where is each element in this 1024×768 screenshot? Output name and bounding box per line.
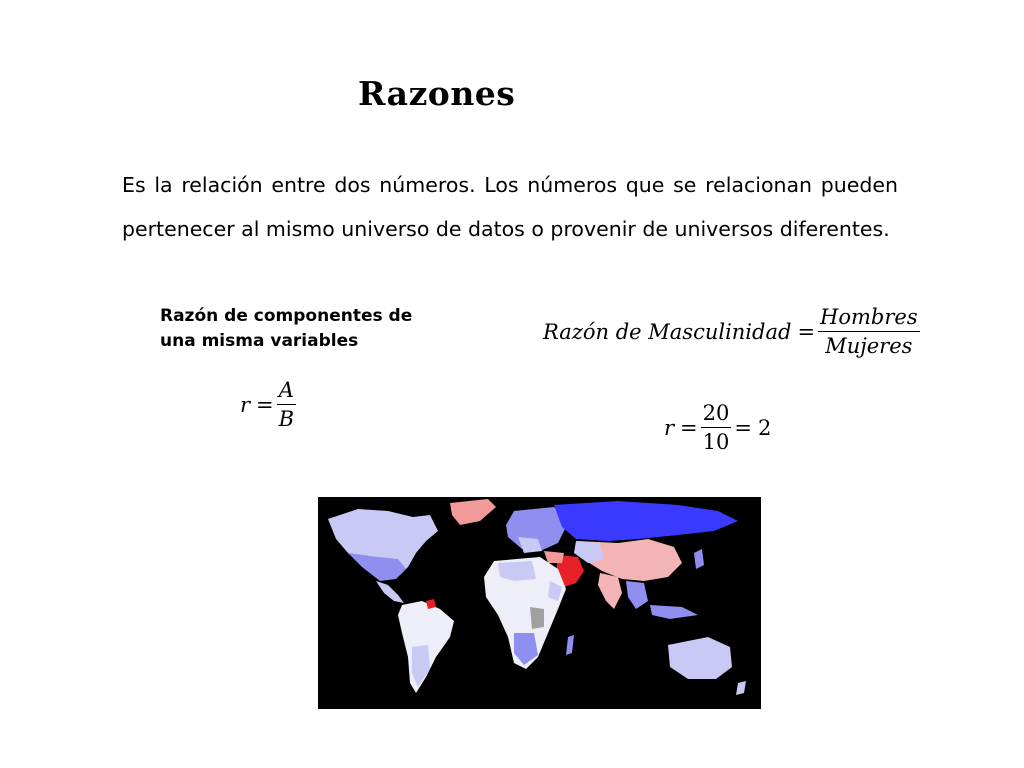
formula-fraction xyxy=(818,305,920,358)
formula-equals-2: = xyxy=(734,415,752,440)
world-sex-ratio-map xyxy=(318,497,761,709)
formula-lhs: Razón de Masculinidad xyxy=(543,319,792,344)
formula-fraction xyxy=(277,378,296,431)
slide-title: Razones xyxy=(358,74,516,113)
ratio-caption: Razón de componentes de una misma variables xyxy=(160,306,413,351)
formula-numerator: Hombres xyxy=(818,305,920,332)
formula-fraction xyxy=(701,401,732,454)
masculinity-ratio-formula xyxy=(543,305,923,358)
formula-numerator: 20 xyxy=(701,401,732,428)
formula-denominator: 10 xyxy=(702,430,730,454)
formula-equals: = xyxy=(680,415,698,440)
formula-lhs: r xyxy=(664,415,675,440)
formula-equals: = xyxy=(256,392,274,417)
formula-result: 2 xyxy=(758,415,772,440)
world-map-image xyxy=(318,497,761,709)
formula-denominator: B xyxy=(278,407,295,431)
example-ratio-formula xyxy=(664,401,771,454)
formula-numerator: A xyxy=(277,378,296,405)
ratio-formula xyxy=(240,378,299,431)
formula-denominator: Mujeres xyxy=(825,334,913,358)
formula-equals: = xyxy=(797,319,816,344)
formula-lhs: r xyxy=(240,392,251,417)
definition-paragraph: Es la relación entre dos números. Los números que se relacionan pueden pertenecer al mismo universo de datos o provenir de universos diferentes. xyxy=(122,173,898,241)
